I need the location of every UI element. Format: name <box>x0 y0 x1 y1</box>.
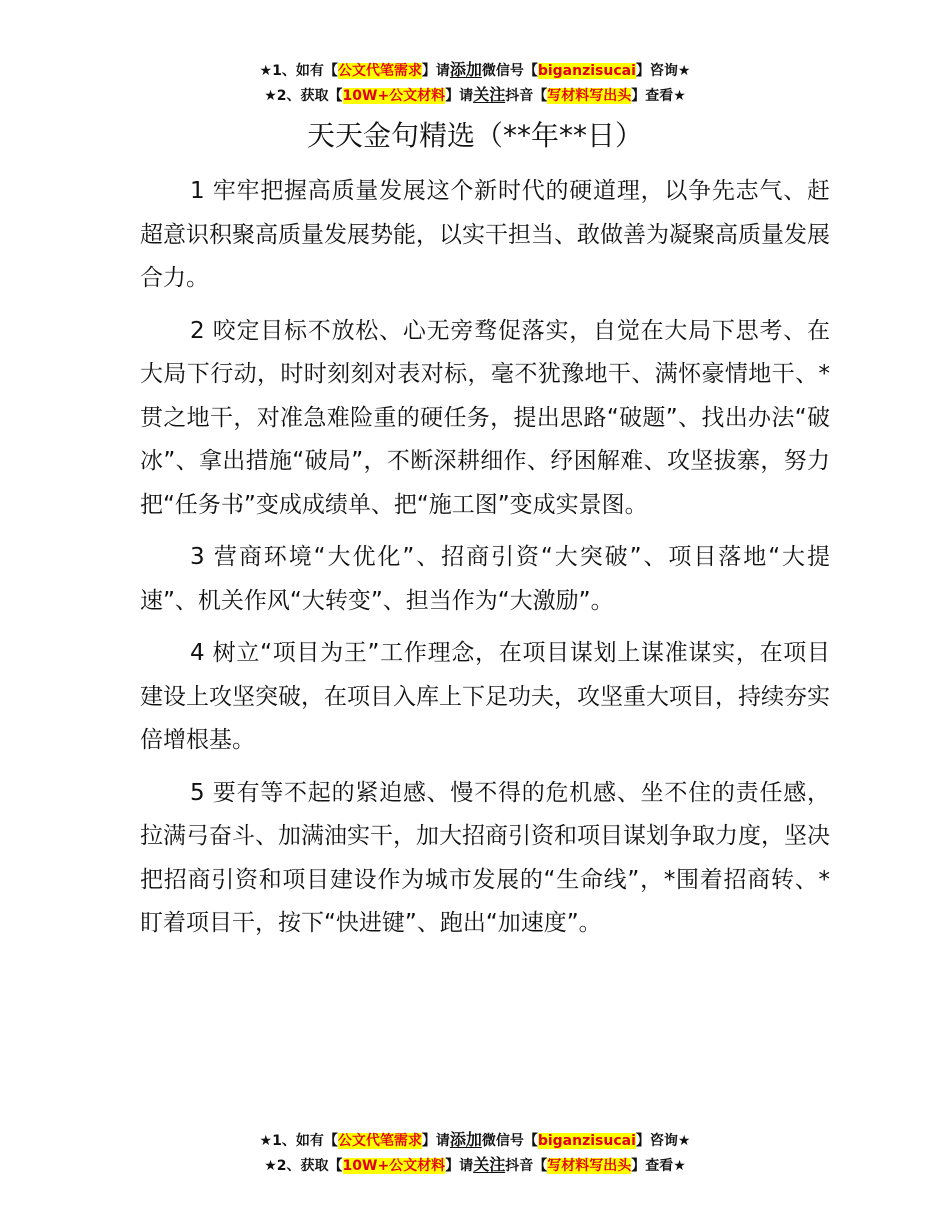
banner-text: 微信号【 <box>481 1133 538 1149</box>
underlined-add: 添加 <box>449 1130 482 1149</box>
header-banner <box>0 58 950 108</box>
highlight-ghostwriting: 公文代笔需求 <box>337 63 422 79</box>
banner-text: 微信号【 <box>481 63 538 79</box>
banner-text: ★2、获取【 <box>264 88 343 104</box>
banner-text: 】查看★ <box>631 88 686 104</box>
banner-text: 抖音【 <box>505 88 548 104</box>
highlight-douyin-account: 写材料写出头 <box>547 88 632 104</box>
banner-text: ★1、如有【 <box>259 63 338 79</box>
paragraph-2: 2 咬定目标不放松、心无旁骛促落实，自觉在大局下思考、在大局下行动，时时刻刻对表对标，毫不犹豫地干、满怀豪情地干、*贯之地干，对准急难险重的硬任务，提出思路“破题”、找出办法“破冰”、拿出措施“破局”，不断深耕细作、纾困解难、攻坚拔寨，努力把“任务书”变成成绩单、把“施工图”变成实景图。 <box>140 317 830 518</box>
banner-text: 】请 <box>445 1158 474 1174</box>
banner-line-1 <box>0 1128 950 1153</box>
highlight-materials: 10W+公文材料 <box>342 88 446 104</box>
banner-text: ★2、获取【 <box>264 1158 343 1174</box>
paragraph-3: 3 营商环境“大优化”、招商引资“大突破”、项目落地“大提速”、机关作风“大转变”、担当作为“大激励”。 <box>140 544 830 614</box>
document-body <box>140 170 830 955</box>
document-title: 天天金句精选（**年**日） <box>306 119 643 152</box>
paragraph-4: 4 树立“项目为王”工作理念，在项目谋划上谋准谋实，在项目建设上攻坚突破，在项目入库上下足功夫，攻坚重大项目，持续夯实倍增根基。 <box>140 640 830 753</box>
banner-text: ★1、如有【 <box>259 1133 338 1149</box>
banner-text: 】咨询★ <box>635 1133 691 1149</box>
banner-text: 抖音【 <box>505 1158 548 1174</box>
banner-text: 】请 <box>421 1133 450 1149</box>
paragraph-5: 5 要有等不起的紧迫感、慢不得的危机感、坐不住的责任感，拉满弓奋斗、加满油实干，加大招商引资和项目谋划争取力度，坚决把招商引资和项目建设作为城市发展的“生命线”，*围着招商转、*盯着项目干，按下“快进键”、跑出“加速度”。 <box>140 779 830 936</box>
highlight-wechat-id: biganzisucai <box>537 63 636 79</box>
banner-line-2 <box>0 1153 950 1178</box>
footer-banner <box>0 1128 950 1178</box>
underlined-follow: 关注 <box>473 1155 506 1174</box>
highlight-douyin-account: 写材料写出头 <box>547 1158 632 1174</box>
underlined-add: 添加 <box>449 60 482 79</box>
paragraph-1: 1 牢牢把握高质量发展这个新时代的硬道理，以争先志气、赶超意识积聚高质量发展势能，以实干担当、敢做善为凝聚高质量发展合力。 <box>140 178 830 291</box>
banner-text: 】请 <box>421 63 450 79</box>
banner-line-2 <box>0 83 950 108</box>
banner-text: 】请 <box>445 88 474 104</box>
highlight-materials: 10W+公文材料 <box>342 1158 446 1174</box>
banner-text: 】查看★ <box>631 1158 686 1174</box>
banner-text: 】咨询★ <box>635 63 691 79</box>
highlight-wechat-id: biganzisucai <box>537 1133 636 1149</box>
banner-line-1 <box>0 58 950 83</box>
highlight-ghostwriting: 公文代笔需求 <box>337 1133 422 1149</box>
underlined-follow: 关注 <box>473 85 506 104</box>
